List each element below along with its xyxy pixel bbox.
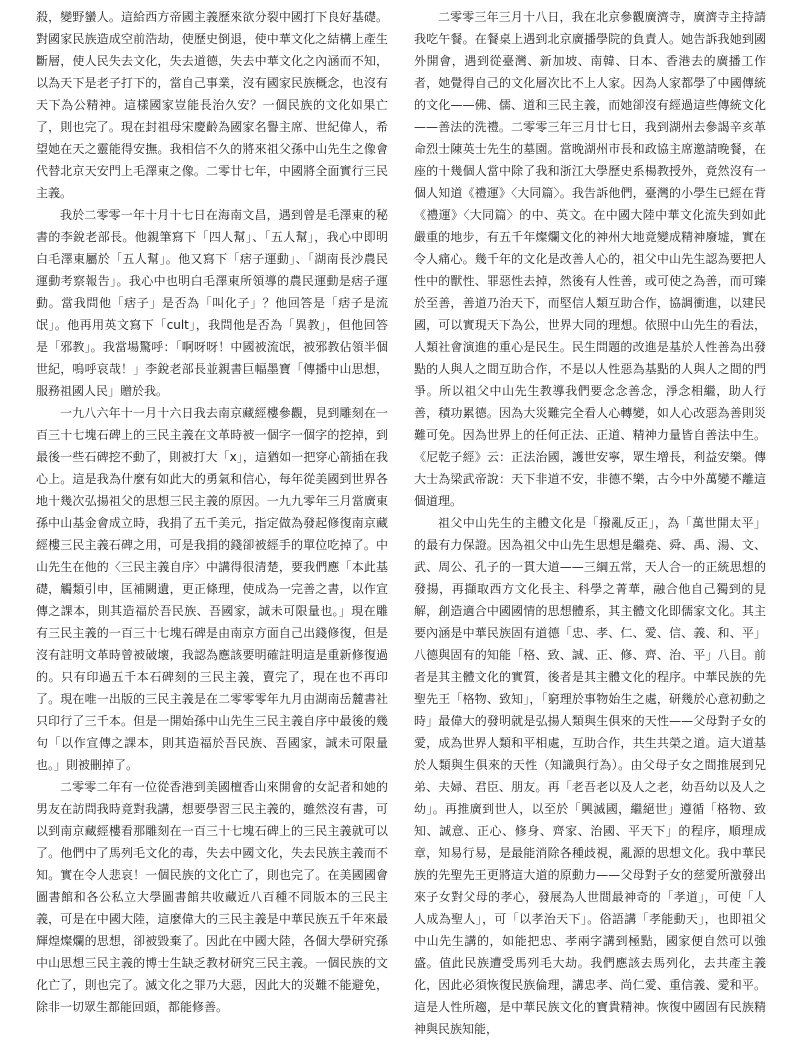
paragraph: 一九八六年十一月十六日我去南京藏經樓參觀，見到雕刻在一百三十七塊石碑上的三民主義在文革時被一個字一個字的挖掉，到最後一些石碑挖不動了，則被打大「x」，這猶如一把穿心箭插在我心上。這是我為什麼有如此大的勇氣和信心，每年從美國到世界各地十幾次弘揚祖父的思想三民主義的原因。一九九零年三月當廣東孫中山基金會成立時，我捐了五千美元，指定做為發起修復南京藏經樓三民主義石碑之用，可是我捐的錢卻被經手的單位吃掉了。中山先生在他的〈三民主義自序〉中講得很清楚，要我們應「本此基礎，觸類引申，匡補闕遺，更正條理，使成為一完善之書，以作宣傳之課本，則其造福於吾民族、吾國家，誠未可限量也。」現在雕有三民主義的一百三十七塊石碑是由南京方面自己出錢修復，但是沒有註明文革時曾被破壞，我認為應該要明確註明這是重新修復過的。只有印過五千本石碑刻的三民主義，賣完了，現在也不再印了。現在唯一出版的三民主義是在二零零零年九月由湖南岳麓書社只印行了三千本。但是一開始孫中山先生三民主義自序中最後的幾句「以作宣傳之課本，則其造福於吾民族、吾國家，誠未可限量也。」則被刪掉了。 <box>36 406 388 772</box>
paragraph: 二零零三年三月十八日，我在北京參觀廣濟寺，廣濟寺主持請我吃午餐。在餐桌上遇到北京廣播學院的負責人。她告訴我她到國外開會，遇到從臺灣、新加坡、南韓、日本、香港去的廣播工作者，她覺得自己的文化層次比不上人家。因為人家都學了中國傳統的文化——佛、儒、道和三民主義，而她卻沒有經過這些傳統文化——善法的洗禮。二零零三年三月廿七日，我到湖州去參謁辛亥革命烈士陳英士先生的墓園。當晚湖州市長和政協主席邀請晚餐，在座的十幾個人當中除了我和浙江大學歷史系楊教授外，竟然沒有一個人知道《禮運》〈大同篇〉。我告訴他們，臺灣的小學生已經在背《禮運》〈大同篇〉的中、英文。在中國大陸中華文化流失到如此嚴重的地步，有五千年燦爛文化的神州大地竟變成精神廢墟，實在令人痛心。幾千年的文化是改善人心的，祖父中山先生認為要把人性中的獸性、罪惡性去掉，然後有人性善，或可使之為善，而可臻於至善，善道乃治天下，而堅信人類互助合作，協調衝進，以建民國，可以實現天下為公，世界大同的理想。依照中山先生的看法，人類社會演進的重心是民生。民生問題的改進是基於人性善為出發點的人與人之間互助合作，不是以人性惡為基點的人與人之間的門爭。所以祖父中山先生教導我們要念念善念，淨念相繼，助人行善，積功累德。因為大災難完全看人心轉變，如人心改惡為善則災難可免。因為世界上的任何正法、正道、精神力量皆自善法中生。《尼乾子經》云：正法治國，護世安寧，眾生增長，利益安樂。傳大士為梁武帝說：天下非道不安，非德不樂，古今中外萬變不離這個道理。 <box>414 10 766 508</box>
paragraph: 我於二零零一年十月十七日在海南文昌，遇到曾是毛澤東的秘書的李銳老部長。他親筆寫下「四人幫」、「五人幫」，我心中即明白毛澤東屬於「五人幫」。他又寫下「痞子運動」、「湖南長沙農民運動考察報告」。我心中也明白毛澤東所領導的農民運動是痞子運動。當我問他「痞子」是否為「叫化子」？他回答是「痞子是流氓」。他再用英文寫下「cult」，我問他是否為「異教」，但他回答是「邪教」。我當場驚呼：「啊呀呀！中國被流氓，被邪教佔領半個世紀，嗚呼哀哉！」李銳老部長並親書巨幅墨寶「傳播中山思想，服務祖國人民」贈於我。 <box>36 208 388 398</box>
paragraph: 二零零二年有一位從香港到美國檀香山來開會的女記者和她的男友在訪問我時竟對我講，想要學習三民主義的，雖然沒有書，可以到南京藏經樓看那雕刻在一百三十七塊石碑上的三民主義就可以了。他們中了馬列毛文化的毒，失去中國文化，失去民族主義而不知。實在令人悲哀！一個民族的文化亡了，則也完了。在美國國會圖書館和各公私立大學圖書館共收藏近八百種不同版本的三民主義，可是在中國大陸，這麼偉大的三民主義是中華民族五千年來最輝煌燦爛的思想，卻被毀棄了。因此在中國大陸，各個大學研究孫中山思想三民主義的博士生缺乏教材研究三民主義。一個民族的文化亡了，則也完了。滅文化之罪乃大惡，因此大的災難不能避免，除非一切眾生都能回頭，都能修善。 <box>36 780 388 1014</box>
right-column <box>414 6 766 1036</box>
paragraph: 祖父中山先生的主體文化是「撥亂反正」，為「萬世開太平」的最有力保證。因為祖父中山先生思想是繼堯、舜、禹、湯、文、武、周公、孔子的一貫大道——三綱五常，天人合一的正統思想的發揚，再擷取西方文化長主、科學之菁華，融合他自己獨到的見解，創造適合中國國情的思想體系，其主體文化即儒家文化。其主要內涵是中華民族固有道德「忠、孝、仁、愛、信、義、和、平」八德與固有的知能「格、致、誠、正、修、齊、治、平」八目。前者是其主體文化的實質，後者是其主體文化的程序。中華民族的先聖先王「格物、致知」，「窮理於事物始生之處，研幾於心意初動之時」最偉大的發明就是弘揚人類與生俱來的天性——父母對子女的愛，成為世界人類和平相處，互助合作，共生共榮之道。這大道基於人類與生俱來的天性（知識與行為）。由父母子女之間推展到兄弟、夫婦、君臣、朋友。再「老吾老以及人之老，幼吾幼以及人之幼」。再推廣到世人，以至於「興滅國，繼絕世」遵循「格物、致知、誠意、正心、修身、齊家、治國、平天下」的程序，順理成章，知易行易，是最能消除各種歧視，亂源的思想文化。我中華民族的先聖先王更將這大道的原動力——父母對子女的慈愛所激發出來子女對父母的孝心，發展為人世間最神奇的「孝道」，可使「人人成為聖人」，可「以孝治天下」。俗語講「孝能動天」，也即祖父中山先生講的，如能把忠、孝兩字講到極點，國家便自然可以強盛。值此民族遭受馬列毛大劫。我們應該去馬列化，去共產主義化，因此必須恢復民族倫理，講忠孝、尚仁愛、重信義、愛和平。這是人性所趨，是中華民族文化的寶貴精神。恢復中國固有民族精神與民族知能， <box>414 516 766 1036</box>
paragraph: 殺，變野蠻人。這給西方帝國主義歷來欲分裂中國打下良好基礎。對國家民族造成空前浩劫，使歷史倒退，使中華文化之結構上產生斷層，使人民失去文化，失去道德，失去中華文化之內涵而不知，以為天下是老子打下的，當自己事業，沒有國家民族概念，也沒有天下為公精神。這樣國家豈能長治久安？一個民族的文化如果亡了，則也完了。現在封祖母宋慶齡為國家名譽主席、世紀偉人，希望她在天之靈能得安撫。我相信不久的將來祖父孫中山先生之像會代替北京天安門上毛澤東之像。二零廿七年，中國將全面實行三民主義。 <box>36 10 388 200</box>
left-column <box>36 6 388 1014</box>
